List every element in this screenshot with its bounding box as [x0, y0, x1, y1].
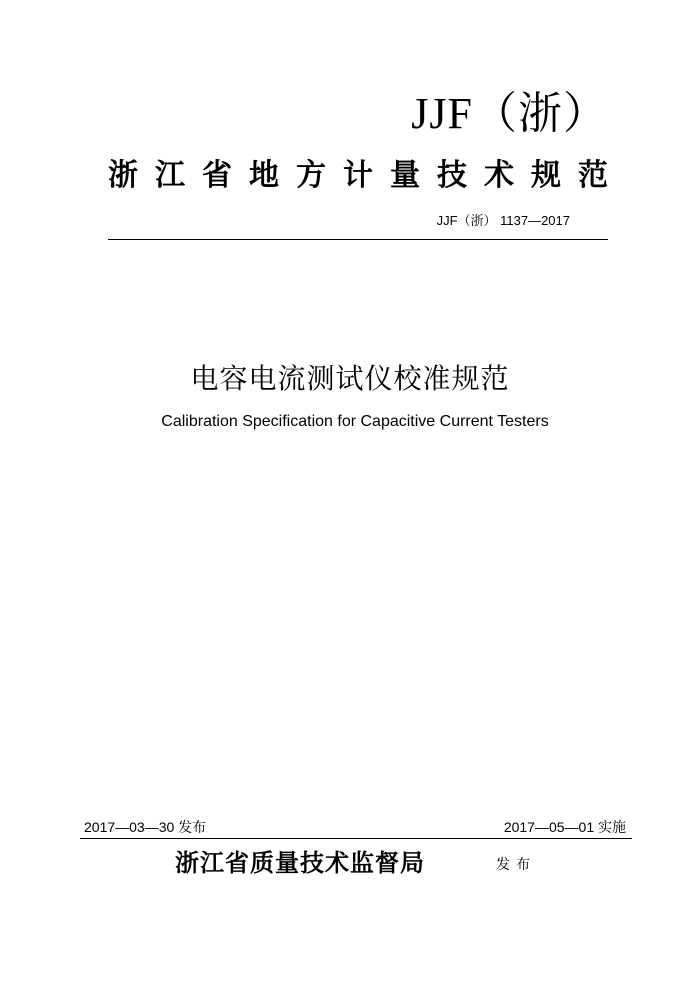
issue-label: 发布 — [496, 857, 536, 873]
issuing-authority: 浙江省质量技术监督局 — [175, 848, 425, 877]
standard-type-char: 省 — [202, 158, 232, 193]
standard-type-char: 术 — [484, 158, 514, 193]
issue-date: 2017—03—30 发布 — [84, 819, 207, 835]
standard-type-char: 技 — [437, 158, 467, 193]
document-title-english: Calibration Specification for Capacitive Current Testers — [161, 413, 549, 430]
standard-type-char: 规 — [531, 158, 561, 193]
standard-type-char: 量 — [390, 158, 420, 193]
standard-type-char: 地 — [249, 158, 279, 193]
standard-code-heading: JJF（浙） — [411, 89, 608, 138]
footer-divider — [80, 838, 632, 839]
implementation-date: 2017—05—01 实施 — [503, 819, 626, 835]
standard-number: JJF（浙） 1137—2017 — [436, 213, 570, 228]
standard-type-char: 计 — [343, 158, 373, 193]
standard-type-heading — [108, 156, 608, 196]
standard-type-char: 范 — [578, 158, 608, 193]
document-title-chinese: 电容电流测试仪校准规范 — [190, 362, 510, 395]
standard-type-char: 浙 — [108, 158, 138, 193]
header-divider — [108, 239, 608, 240]
standard-type-char: 江 — [155, 158, 185, 193]
standard-type-char: 方 — [296, 158, 326, 193]
